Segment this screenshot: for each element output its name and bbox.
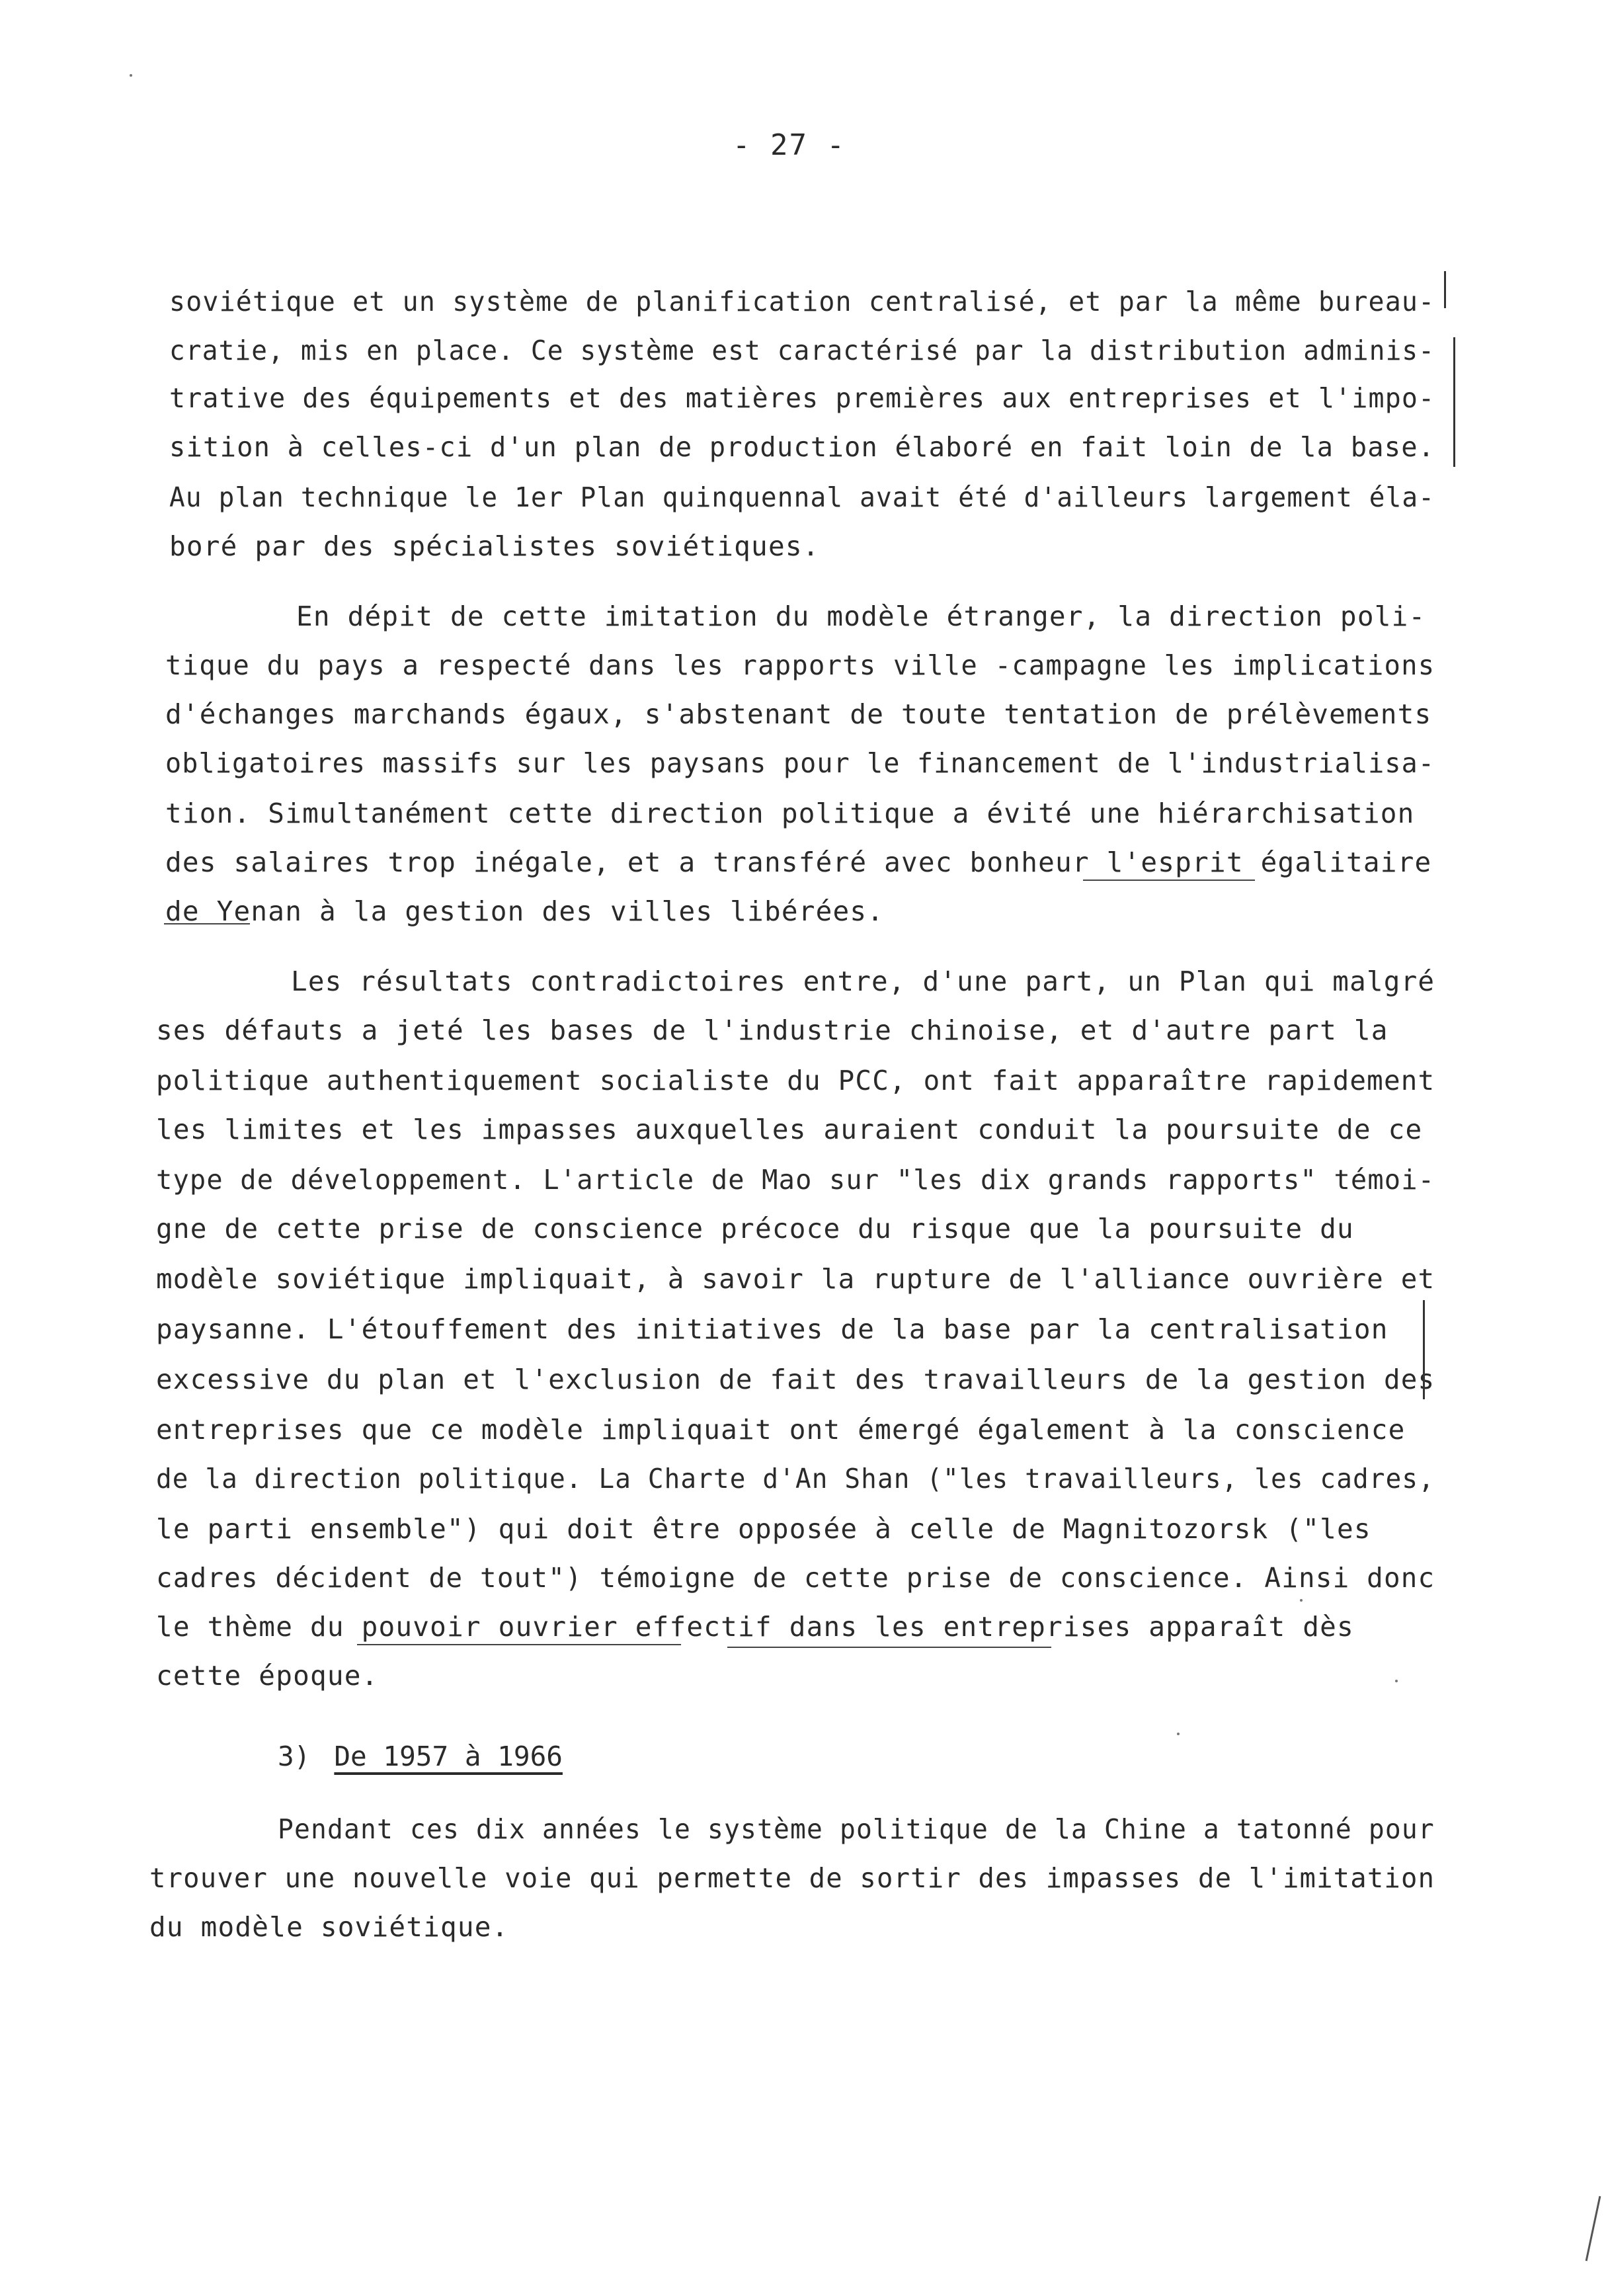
text-line: politique authentiquement socialiste du PCC, ont fait apparaître rapidement: [156, 1065, 1435, 1096]
text-line: ses défauts a jeté les bases de l'industrie chinoise, et d'autre part la: [156, 1014, 1388, 1046]
scan-speck: [1395, 1680, 1398, 1682]
text-line: gne de cette prise de conscience précoce du risque que la poursuite du: [156, 1213, 1354, 1245]
text-line: tique du pays a respecté dans les rapports ville -campagne les implications: [165, 649, 1435, 681]
text-line: excessive du plan et l'exclusion de fait des travailleurs de la gestion des: [156, 1364, 1435, 1395]
section-title: De 1957 à 1966: [334, 1741, 563, 1772]
text-line: paysanne. L'étouffement des initiatives de la base par la centralisation: [156, 1313, 1388, 1345]
text-line: trouver une nouvelle voie qui permette de sortir des impasses de l'imitation: [149, 1862, 1435, 1894]
handwritten-underline: [164, 923, 250, 924]
text-line: En dépit de cette imitation du modèle étranger, la direction poli-: [296, 600, 1426, 632]
text-line: tion. Simultanément cette direction politique a évité une hiérarchisation: [165, 798, 1415, 829]
text-line: le parti ensemble") qui doit être opposée à celle de Magnitozorsk ("les: [156, 1513, 1371, 1545]
text-line: le thème du pouvoir ouvrier effectif dans les entreprises apparaît dès: [156, 1611, 1354, 1643]
text-line: trative des équipements et des matières premières aux entreprises et l'impo-: [169, 382, 1435, 414]
text-line: les limites et les impasses auxquelles auraient conduit la poursuite de ce: [156, 1114, 1423, 1145]
section-heading: [278, 1733, 563, 1780]
text-line: d'échanges marchands égaux, s'abstenant de toute tentation de prélèvements: [165, 698, 1432, 730]
margin-bracket-top: [1444, 271, 1446, 308]
page-number: - 27 -: [733, 128, 846, 162]
margin-bracket-side: [1423, 1300, 1425, 1399]
text-line: cratie, mis en place. Ce système est caractérisé par la distribution adminis-: [169, 335, 1435, 366]
text-line: boré par des spécialistes soviétiques.: [169, 530, 820, 562]
handwritten-underline: [727, 1647, 1051, 1648]
text-line: soviétique et un système de planification centralisé, et par la même bureau-: [169, 286, 1435, 317]
scan-edge-stroke: [1586, 2196, 1601, 2261]
text-line: Pendant ces dix années le système politique de la Chine a tatonné pour: [278, 1813, 1435, 1845]
text-line: modèle soviétique impliquait, à savoir la rupture de l'alliance ouvrière et: [156, 1263, 1435, 1295]
margin-bracket-main: [1453, 337, 1455, 467]
text-line: Les résultats contradictoires entre, d'une part, un Plan qui malgré: [291, 965, 1435, 997]
scan-speck: [1177, 1733, 1180, 1735]
handwritten-underline: [1083, 880, 1255, 881]
text-line: cette époque.: [156, 1660, 379, 1692]
text-line: type de développement. L'article de Mao sur "les dix grands rapports" témoi-: [156, 1164, 1435, 1196]
text-line: de Yenan à la gestion des villes libérées.: [165, 895, 885, 927]
text-line: des salaires trop inégale, et a transféré avec bonheur l'esprit égalitaire: [165, 846, 1432, 878]
text-line: obligatoires massifs sur les paysans pour le financement de l'industrialisa-: [165, 747, 1435, 779]
text-line: sition à celles-ci d'un plan de production élaboré en fait loin de la base.: [169, 431, 1435, 463]
text-line: du modèle soviétique.: [149, 1911, 509, 1943]
handwritten-underline: [357, 1644, 681, 1645]
text-line: de la direction politique. La Charte d'An Shan ("les travailleurs, les cadres,: [156, 1463, 1435, 1495]
text-line: cadres décident de tout") témoigne de cette prise de conscience. Ainsi donc: [156, 1562, 1435, 1594]
text-line: Au plan technique le 1er Plan quinquennal avait été d'ailleurs largement éla-: [169, 481, 1435, 513]
text-line: entreprises que ce modèle impliquait ont émergé également à la conscience: [156, 1414, 1406, 1446]
scan-speck: [130, 74, 132, 77]
section-number: 3): [278, 1741, 311, 1772]
scan-speck: [1300, 1599, 1303, 1602]
